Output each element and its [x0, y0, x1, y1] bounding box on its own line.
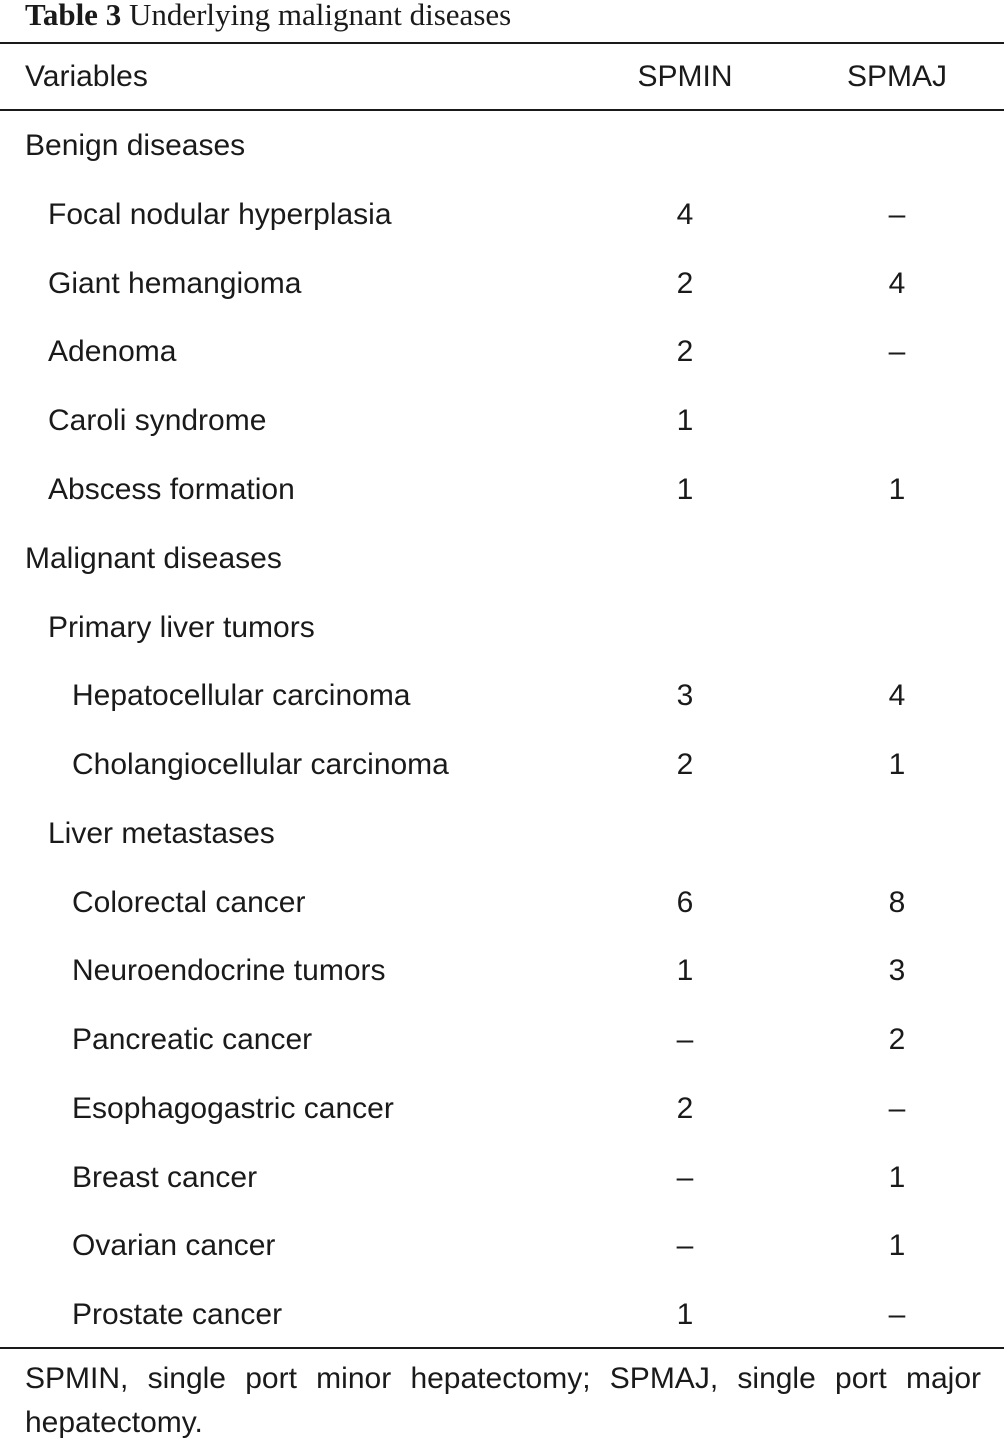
spmaj-value — [797, 387, 997, 455]
spmin-value: 2 — [676, 267, 694, 300]
spmaj-value: – — [888, 335, 906, 368]
spmaj-value: 1 — [888, 473, 906, 506]
row-label: Caroli syndrome — [48, 404, 267, 437]
spmaj-value: 1 — [888, 1161, 906, 1194]
row-label: Hepatocellular carcinoma — [72, 679, 411, 712]
table-row — [0, 731, 1004, 799]
table-bottom-rule — [0, 1347, 1004, 1349]
table-row — [0, 800, 1004, 868]
table-row — [0, 594, 1004, 662]
row-label: Prostate cancer — [72, 1298, 283, 1331]
header-spmin: SPMIN — [637, 59, 733, 93]
table-footnote: SPMIN, single port minor hepatectomy; SPMAJ, single port major hepatectomy. — [25, 1362, 981, 1439]
spmaj-value: – — [888, 1092, 906, 1125]
row-label: Pancreatic cancer — [72, 1023, 313, 1056]
table-row — [0, 1281, 1004, 1349]
spmin-value: 1 — [676, 473, 694, 506]
spmin-value: 4 — [676, 198, 694, 231]
spmin-value: – — [676, 1023, 694, 1056]
spmin-value: 1 — [676, 404, 694, 437]
table-row — [0, 387, 1004, 455]
row-label: Abscess formation — [48, 473, 295, 506]
row-label: Focal nodular hyperplasia — [48, 198, 392, 231]
row-label: Ovarian cancer — [72, 1229, 276, 1262]
spmin-value: 3 — [676, 679, 694, 712]
table-number: Table 3 — [25, 0, 122, 32]
table-row — [0, 250, 1004, 318]
spmin-value: 1 — [676, 954, 694, 987]
row-label: Primary liver tumors — [48, 611, 315, 644]
spmin-value: 2 — [676, 1092, 694, 1125]
header-spmaj: SPMAJ — [846, 59, 948, 93]
spmin-value: 6 — [676, 886, 694, 919]
spmin-value: 1 — [676, 1298, 694, 1331]
spmaj-value: 1 — [888, 748, 906, 781]
row-label: Malignant diseases — [25, 542, 282, 575]
header-variables: Variables — [25, 59, 148, 93]
table-row — [0, 869, 1004, 937]
table-row — [0, 525, 1004, 593]
spmaj-value: – — [888, 198, 906, 231]
spmaj-value — [797, 800, 997, 868]
table-header-rule — [0, 109, 1004, 111]
table-row — [0, 1212, 1004, 1280]
spmaj-value: 4 — [888, 267, 906, 300]
table-row — [0, 112, 1004, 180]
table-row — [0, 1144, 1004, 1212]
spmaj-value: 1 — [888, 1229, 906, 1262]
spmaj-value: 3 — [888, 954, 906, 987]
spmaj-value — [797, 525, 997, 593]
spmin-value: – — [676, 1229, 694, 1262]
row-label: Liver metastases — [48, 817, 275, 850]
row-label: Neuroendocrine tumors — [72, 954, 386, 987]
spmin-value — [585, 525, 785, 593]
row-label: Adenoma — [48, 335, 177, 368]
spmin-value: – — [676, 1161, 694, 1194]
table-row — [0, 181, 1004, 249]
row-label: Cholangiocellular carcinoma — [72, 748, 449, 781]
table-row — [0, 1006, 1004, 1074]
spmaj-value: 8 — [888, 886, 906, 919]
row-label: Benign diseases — [25, 129, 246, 162]
spmaj-value — [797, 594, 997, 662]
table-header-row — [0, 44, 1004, 109]
spmin-value — [585, 594, 785, 662]
table-row — [0, 456, 1004, 524]
spmaj-value: 2 — [888, 1023, 906, 1056]
row-label: Colorectal cancer — [72, 886, 306, 919]
row-label: Esophagogastric cancer — [72, 1092, 394, 1125]
table-row — [0, 1075, 1004, 1143]
spmaj-value: – — [888, 1298, 906, 1331]
table-title: Underlying malignant diseases — [128, 0, 512, 32]
table-row — [0, 937, 1004, 1005]
table-row — [0, 662, 1004, 730]
spmin-value: 2 — [676, 335, 694, 368]
spmaj-value — [797, 112, 997, 180]
spmaj-value: 4 — [888, 679, 906, 712]
row-label: Breast cancer — [72, 1161, 258, 1194]
spmin-value — [585, 800, 785, 868]
table-row — [0, 318, 1004, 386]
table-caption — [25, 0, 511, 34]
spmin-value — [585, 112, 785, 180]
spmin-value: 2 — [676, 748, 694, 781]
row-label: Giant hemangioma — [48, 267, 302, 300]
